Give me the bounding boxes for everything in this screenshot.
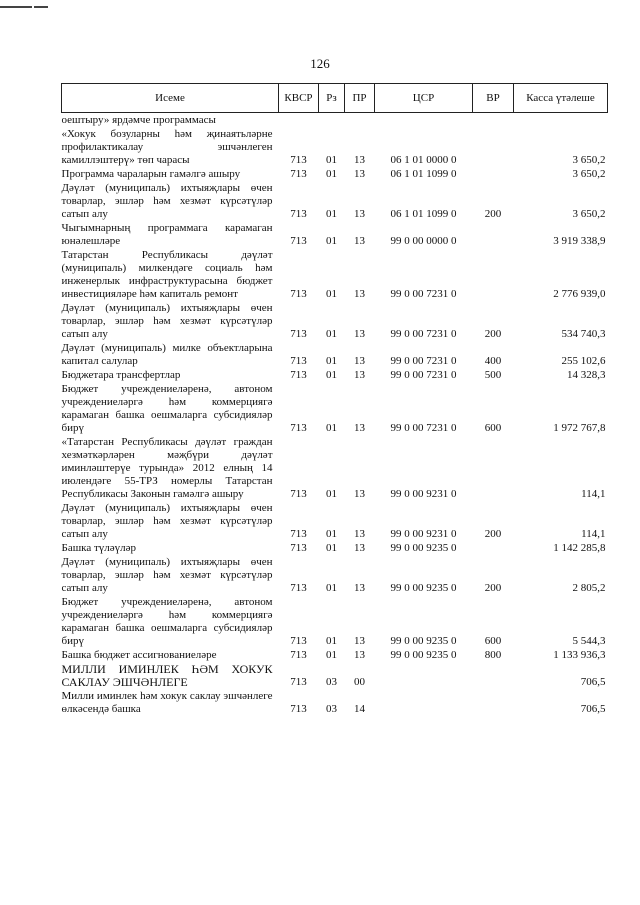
row-name-text: Башка түләүләр xyxy=(61,542,137,554)
row-kvsr: 713 xyxy=(290,676,307,688)
row-pr: 13 xyxy=(354,154,365,166)
row-pr: 13 xyxy=(354,168,365,180)
row-name xyxy=(62,127,279,167)
row-rz: 01 xyxy=(326,422,337,434)
row-name xyxy=(62,113,279,128)
table-row xyxy=(62,662,608,689)
row-csr: 99 0 00 9235 0 xyxy=(390,649,457,661)
header-name: Исеме xyxy=(62,84,279,113)
table-row xyxy=(62,648,608,662)
row-vr xyxy=(473,541,514,555)
table-row xyxy=(62,435,608,501)
row-name-text: Бюджет учреждениеләренә, автоном учреждениеләргә һәм коммерциягә карамаган башка оешмаларга субсидияләр бирү xyxy=(61,596,273,647)
table-row xyxy=(62,113,608,128)
row-pr: 13 xyxy=(354,488,365,500)
row-name-text: Дәүләт (муниципаль) ихтыяҗлары өчен товарлар, эшләр һәм хезмәт күрсәтүләр сатып алу xyxy=(61,502,273,540)
row-amount: 1 142 285,8 xyxy=(553,542,606,554)
row-rz: 03 xyxy=(326,703,337,715)
row-amount: 2 805,2 xyxy=(572,582,606,594)
header-vr: ВР xyxy=(473,84,514,113)
row-rz: 01 xyxy=(326,328,337,340)
table-row xyxy=(62,181,608,221)
row-kvsr: 713 xyxy=(290,328,307,340)
row-name-text: Башка бюджет ассигнованиеләре xyxy=(61,649,217,661)
row-rz: 01 xyxy=(326,582,337,594)
row-pr: 13 xyxy=(354,208,365,220)
row-amount: 255 102,6 xyxy=(561,355,606,367)
table-row xyxy=(62,368,608,382)
row-name-text: «Татарстан Республикасы дәүләт граждан хезмәткәрләрен мәҗбүри дәүләт иминләштерүе турында» 2012 елның 14 июлендәге 55-ТРЗ номерлы Татарстан Республикасы Законын гамәлгә ашыру xyxy=(61,436,273,500)
row-rz: 01 xyxy=(326,528,337,540)
row-pr: 13 xyxy=(354,528,365,540)
row-pr xyxy=(345,113,375,128)
row-name xyxy=(62,341,279,368)
row-csr: 99 0 00 7231 0 xyxy=(390,369,457,381)
row-name xyxy=(62,501,279,541)
row-pr: 13 xyxy=(354,542,365,554)
row-kvsr: 713 xyxy=(290,369,307,381)
row-kvsr: 713 xyxy=(290,542,307,554)
row-kvsr: 713 xyxy=(290,649,307,661)
row-pr: 13 xyxy=(354,235,365,247)
row-name-text: Чыгымнарның программага карамаган юнәлешләре xyxy=(61,222,273,247)
row-name-text: Милли иминлек һәм хокук саклау эшчәнлеге өлкәсендә башка xyxy=(61,690,273,715)
row-amount: 3 650,2 xyxy=(572,168,606,180)
row-csr: 99 0 00 0000 0 xyxy=(390,235,457,247)
table-row xyxy=(62,248,608,301)
table-row xyxy=(62,341,608,368)
row-name-text: Дәүләт (муниципаль) ихтыяҗлары өчен товарлар, эшләр һәм хезмәт күрсәтүләр сатып алу xyxy=(61,182,273,220)
row-amount xyxy=(514,113,608,128)
row-name xyxy=(62,689,279,716)
header-rz: Рз xyxy=(319,84,345,113)
row-vr xyxy=(473,248,514,301)
row-amount: 706,5 xyxy=(580,703,606,715)
table-row xyxy=(62,501,608,541)
table-row xyxy=(62,382,608,435)
row-csr xyxy=(375,689,473,716)
row-kvsr: 713 xyxy=(290,635,307,647)
row-kvsr xyxy=(279,113,319,128)
header-csr: ЦСР xyxy=(375,84,473,113)
row-vr xyxy=(473,662,514,689)
row-vr: 800 xyxy=(484,649,502,661)
row-pr: 00 xyxy=(354,676,365,688)
row-name xyxy=(62,435,279,501)
table-row xyxy=(62,595,608,648)
row-name-text: Бюджет учреждениеләренә, автоном учреждениеләргә һәм коммерциягә карамаган башка оешмаларга субсидияләр бирү xyxy=(61,383,273,434)
row-csr: 99 0 00 7231 0 xyxy=(390,355,457,367)
table-row xyxy=(62,127,608,167)
row-csr: 06 1 01 0000 0 xyxy=(390,154,457,166)
row-vr xyxy=(473,435,514,501)
row-name-text: Дәүләт (муниципаль) ихтыяҗлары өчен товарлар, эшләр һәм хезмәт күрсәтүләр сатып алу xyxy=(61,556,273,594)
row-pr: 13 xyxy=(354,355,365,367)
row-amount: 534 740,3 xyxy=(561,328,606,340)
row-csr xyxy=(375,113,473,128)
row-kvsr: 713 xyxy=(290,422,307,434)
row-csr: 99 0 00 9235 0 xyxy=(390,582,457,594)
row-csr: 99 0 00 9235 0 xyxy=(390,635,457,647)
corner-mark xyxy=(0,0,32,8)
header-pr: ПР xyxy=(345,84,375,113)
table-header-row xyxy=(62,84,608,113)
table-row xyxy=(62,301,608,341)
row-pr: 13 xyxy=(354,635,365,647)
row-csr: 06 1 01 1099 0 xyxy=(390,168,457,180)
row-vr xyxy=(473,127,514,167)
row-name-text: Дәүләт (муниципаль) ихтыяҗлары өчен товарлар, эшләр һәм хезмәт күрсәтүләр сатып алу xyxy=(61,302,273,340)
row-amount: 1 133 936,3 xyxy=(553,649,606,661)
row-vr xyxy=(473,113,514,128)
table-row xyxy=(62,221,608,248)
row-vr: 200 xyxy=(484,328,502,340)
row-name xyxy=(62,167,279,181)
row-rz: 01 xyxy=(326,154,337,166)
row-name-text: Программа чараларын гамәлгә ашыру xyxy=(61,168,241,180)
row-amount: 114,1 xyxy=(581,528,606,540)
row-kvsr: 713 xyxy=(290,582,307,594)
row-pr: 13 xyxy=(354,369,365,381)
row-rz: 01 xyxy=(326,542,337,554)
row-kvsr: 713 xyxy=(290,235,307,247)
header-kvsr: КВСР xyxy=(279,84,319,113)
row-vr: 500 xyxy=(484,369,502,381)
row-amount: 114,1 xyxy=(581,488,606,500)
row-kvsr: 713 xyxy=(290,288,307,300)
row-name xyxy=(62,181,279,221)
row-amount: 3 650,2 xyxy=(572,208,606,220)
row-name xyxy=(62,301,279,341)
row-name xyxy=(62,662,279,689)
table-row xyxy=(62,555,608,595)
row-name xyxy=(62,382,279,435)
row-name-text: МИЛЛИ ИМИНЛЕК ҺӘМ ХОКУК САКЛАУ ЭШЧӘНЛЕГЕ xyxy=(61,662,273,689)
budget-table xyxy=(61,83,608,716)
row-rz: 01 xyxy=(326,235,337,247)
row-vr: 200 xyxy=(484,582,502,594)
row-name xyxy=(62,648,279,662)
row-name xyxy=(62,221,279,248)
row-name-text: Татарстан Республикасы дәүләт (муниципаль) милкендәге социаль һәм инженерлык инфраструктурасына бюджет инвестицияләре һәм капиталь ремонт xyxy=(61,249,273,300)
table-row xyxy=(62,167,608,181)
row-csr: 06 1 01 1099 0 xyxy=(390,208,457,220)
row-name xyxy=(62,555,279,595)
row-kvsr: 713 xyxy=(290,168,307,180)
row-csr: 99 0 00 7231 0 xyxy=(390,422,457,434)
row-name-text: «Хокук бозуларны һәм җинаятьләрне профилактикалау эшчәнлеген камиллэштерү» төп чарасы xyxy=(61,128,273,166)
row-rz: 01 xyxy=(326,488,337,500)
row-name xyxy=(62,595,279,648)
row-name xyxy=(62,368,279,382)
row-kvsr: 713 xyxy=(290,528,307,540)
row-csr: 99 0 00 9231 0 xyxy=(390,488,457,500)
row-vr xyxy=(473,221,514,248)
table-row xyxy=(62,689,608,716)
row-kvsr: 713 xyxy=(290,208,307,220)
row-rz: 01 xyxy=(326,355,337,367)
row-amount: 3 650,2 xyxy=(572,154,606,166)
row-vr: 200 xyxy=(484,528,502,540)
page-number: 126 xyxy=(310,56,330,71)
row-amount: 14 328,3 xyxy=(567,369,606,381)
row-pr: 13 xyxy=(354,328,365,340)
row-name xyxy=(62,541,279,555)
row-kvsr: 713 xyxy=(290,488,307,500)
row-rz: 01 xyxy=(326,208,337,220)
row-kvsr: 713 xyxy=(290,703,307,715)
row-csr: 99 0 00 9231 0 xyxy=(390,528,457,540)
header-kassa: Касса үтәлеше xyxy=(514,84,608,113)
row-pr: 14 xyxy=(354,703,365,715)
row-rz: 01 xyxy=(326,649,337,661)
row-vr: 600 xyxy=(484,635,502,647)
row-name xyxy=(62,248,279,301)
row-vr xyxy=(473,167,514,181)
row-amount: 1 972 767,8 xyxy=(553,422,606,434)
row-pr: 13 xyxy=(354,288,365,300)
row-csr xyxy=(375,662,473,689)
row-name-text: Бюджетара трансфертлар xyxy=(61,369,181,381)
row-vr xyxy=(473,689,514,716)
row-name-text: оештыру» ярдәмче программасы xyxy=(61,114,216,126)
row-csr: 99 0 00 9235 0 xyxy=(390,542,457,554)
row-csr: 99 0 00 7231 0 xyxy=(390,288,457,300)
row-name-text: Дәүләт (муниципаль) милке объектларына капитал салулар xyxy=(61,342,273,367)
row-kvsr: 713 xyxy=(290,355,307,367)
row-rz: 01 xyxy=(326,369,337,381)
row-rz: 03 xyxy=(326,676,337,688)
row-amount: 706,5 xyxy=(580,676,606,688)
row-vr: 200 xyxy=(484,208,502,220)
row-rz: 01 xyxy=(326,288,337,300)
row-rz: 01 xyxy=(326,168,337,180)
row-amount: 5 544,3 xyxy=(572,635,606,647)
table-row xyxy=(62,541,608,555)
row-rz: 01 xyxy=(326,635,337,647)
corner-mark xyxy=(34,0,48,8)
row-vr: 400 xyxy=(484,355,502,367)
row-kvsr: 713 xyxy=(290,154,307,166)
row-pr: 13 xyxy=(354,582,365,594)
row-pr: 13 xyxy=(354,649,365,661)
row-vr: 600 xyxy=(484,422,502,434)
row-csr: 99 0 00 7231 0 xyxy=(390,328,457,340)
row-pr: 13 xyxy=(354,422,365,434)
row-amount: 3 919 338,9 xyxy=(553,235,606,247)
row-rz xyxy=(319,113,345,128)
row-amount: 2 776 939,0 xyxy=(553,288,606,300)
